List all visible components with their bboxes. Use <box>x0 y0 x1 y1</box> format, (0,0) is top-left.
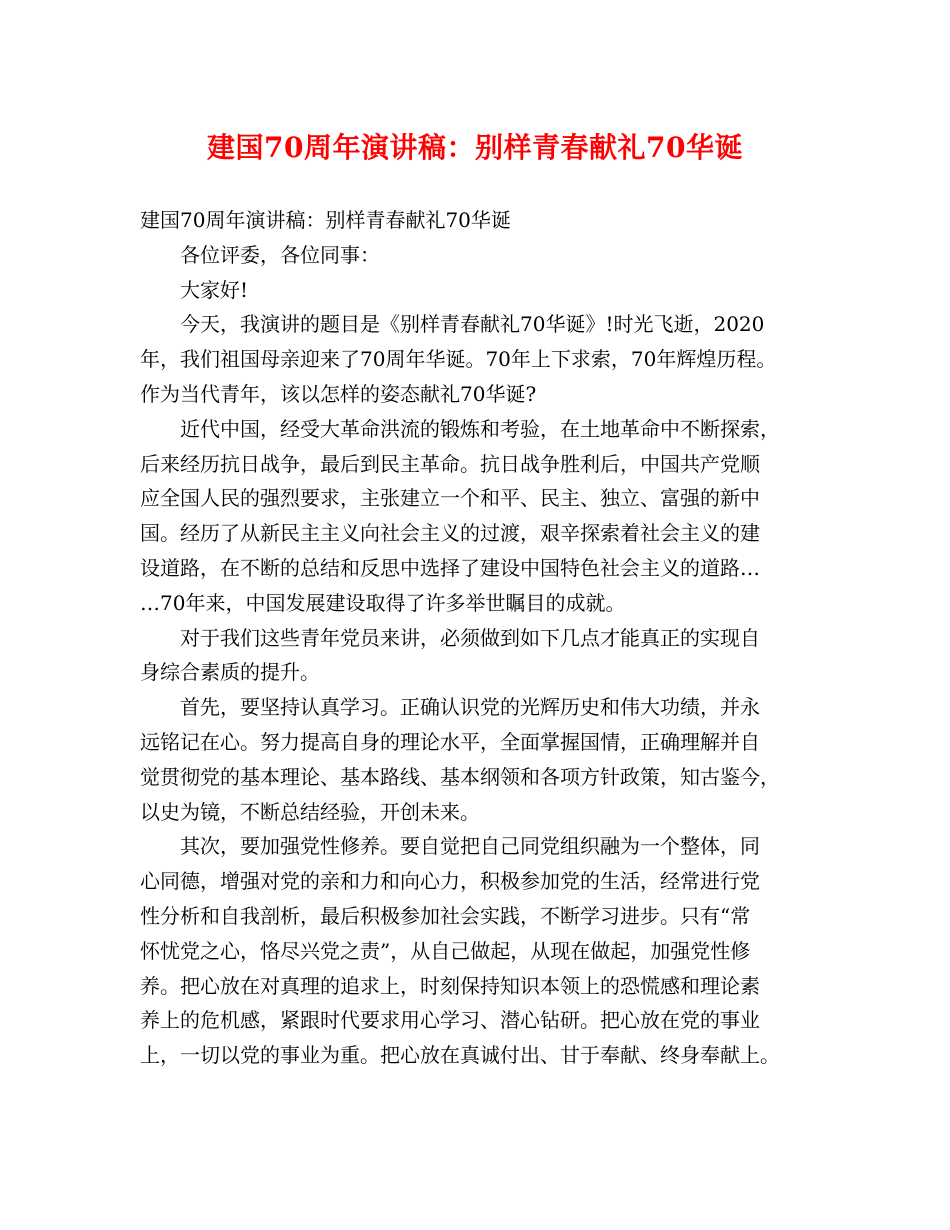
document-title: 建国70周年演讲稿：别样青春献礼70华诞 <box>207 131 743 164</box>
document-body <box>140 203 830 1073</box>
paragraph-salutation: 各位评委，各位同事： <box>180 242 380 267</box>
paragraph-requirements: 对于我们这些青年党员来讲，必须做到如下几点才能真正的实现自 身综合素质的提升。 <box>140 625 760 685</box>
paragraph-intro: 今天，我演讲的题目是《别样青春献礼70华诞》!时光飞逝，2020 年，我们祖国母亲迎来了70周年华诞。70年上下求索，70年辉煌历程。 作为当代青年，该以怎样的姿态献礼70华诞? <box>140 312 777 406</box>
paragraph-first-point: 首先，要坚持认真学习。正确认识党的光辉历史和伟大功绩，并永 远铭记在心。努力提高自身的理论水平，全面掌握国情，正确理解并自 觉贯彻党的基本理论、基本路线、基本纲领和各项方针政策，知古鉴今， 以史为镜，不断总结经验，开创未来。 <box>140 695 780 824</box>
paragraph-history: 近代中国，经受大革命洪流的锻炼和考验，在土地革命中不断探索， 后来经历抗日战争，最后到民主革命。抗日战争胜利后，中国共产党顺 应全国人民的强烈要求，主张建立一个和平、民主、独立、富强的新中 国。经历了从新民主主义向社会主义的过渡，艰辛探索着社会主义的建 设道路，在不断的总结和反思中选择了建设中国特色社会主义的道路… …70年来，中国发展建设取得了许多举世瞩目的成就。 <box>140 416 780 615</box>
paragraph-greeting: 大家好! <box>180 277 249 302</box>
paragraph-heading-repeat: 建国70周年演讲稿：别样青春献礼70华诞 <box>140 208 511 232</box>
paragraph-second-point: 其次，要加强党性修养。要自觉把自己同党组织融为一个整体，同 心同德，增强对党的亲和力和向心力，积极参加党的生活，经常进行党 性分析和自我剖析，最后积极参加社会实践，不断学习进步。只有“常 怀忧党之心，恪尽兴党之责”，从自己做起，从现在做起，加强党性修 养。把心放在对真理的追求上，时刻保持知识本领上的恐慌感和理论素 养上的危机感，紧跟时代要求用心学习、潜心钻研。把心放在党的事业 上，一切以党的事业为重。把心放在真诚付出、甘于奉献、终身奉献上。 <box>140 834 780 1068</box>
